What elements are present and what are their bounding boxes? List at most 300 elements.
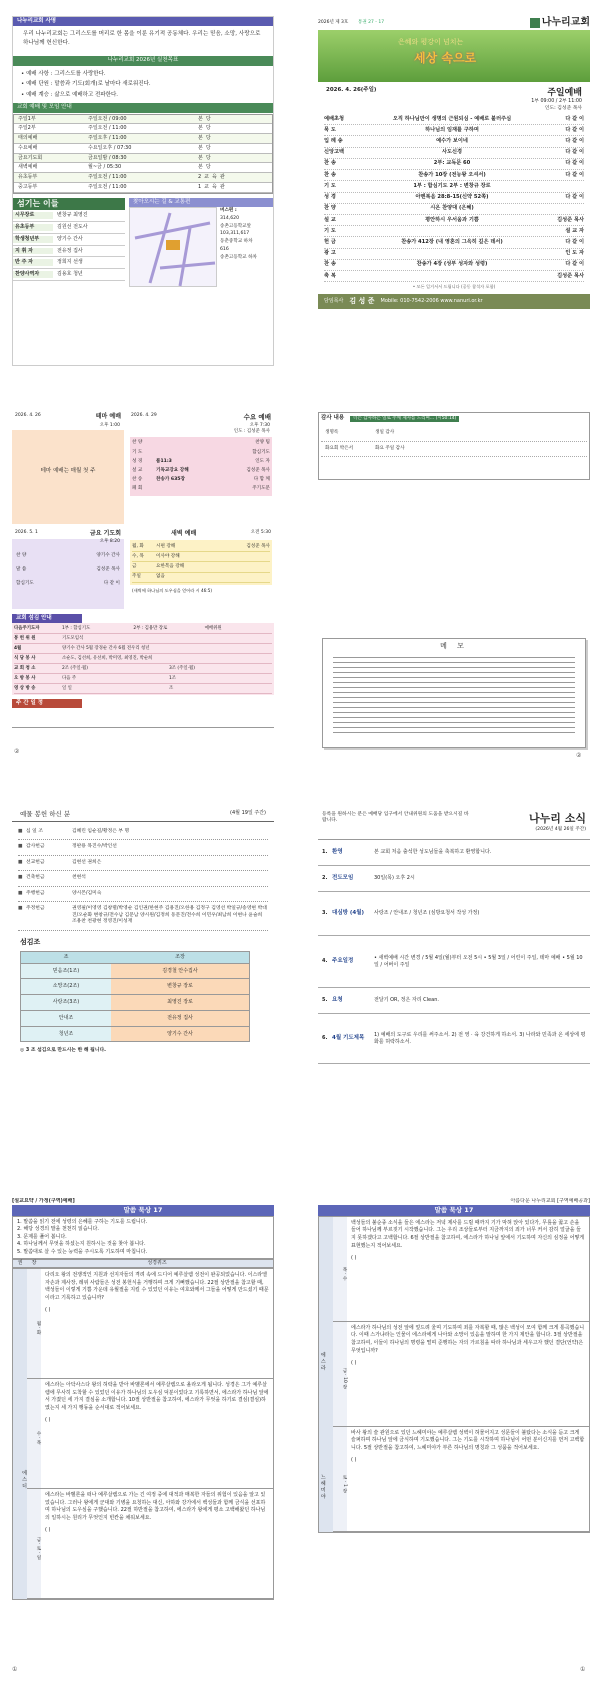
wed-title: 수요 예배 <box>243 413 271 421</box>
order-person <box>536 183 584 190</box>
group-table <box>20 951 250 1043</box>
vision-text: 우리 나누리교회는 그리스도를 머리로 한 몸을 이룬 유기적 공동체다. 우리는 믿음, 소망, 사랑으로 하나님께 헌신한다. <box>23 31 261 47</box>
issue-number: 통권 27 - 17 <box>358 19 385 25</box>
duty-cell: 예배위원 <box>204 625 222 631</box>
step-item: 3. 문제를 풀어 봅니다. <box>17 1233 67 1240</box>
servant-name: 김용호 청년 <box>57 271 83 278</box>
dawn-day: 주일 <box>132 574 141 580</box>
duty-row <box>14 624 272 634</box>
wed-content: 롬11:3 <box>156 458 172 464</box>
order-person: 다 같 이 <box>565 115 584 122</box>
order-row <box>324 148 584 159</box>
group-head-team: 조 <box>63 953 69 960</box>
servant-name: 정희지 선생 <box>57 259 83 266</box>
fri-row <box>16 549 120 563</box>
service-date: 2026. 4. 26(주일) <box>326 87 377 93</box>
page-4 <box>318 412 590 762</box>
book-ezra-right: 에 스 라 <box>319 1352 326 1371</box>
news-body: • 새벽예배 시간 변경 / 5월 4일(월)부터 오전 5시 • 5월 3일 / 어린이 주일, 테마 예배 • 5월 10일 / 어버이 주일 <box>374 954 583 968</box>
duty-cell: 영 상 방 송 <box>14 685 36 691</box>
offering-bullet: ■ <box>18 828 23 834</box>
dawn-time: 오전 5:30 <box>250 530 271 535</box>
quiz-block <box>333 1427 589 1532</box>
duty-cell: 일 일 <box>62 685 72 691</box>
fri-person: 김성준 목사 <box>96 566 120 572</box>
bus-route: 송촌고등학교 하차 <box>220 254 257 260</box>
offering-type: 선교헌금 <box>26 859 45 865</box>
right-title: 말씀 묵상 17 <box>318 1205 590 1216</box>
news-head: 대심방 (4월) <box>332 909 365 916</box>
wed-person: 인도 자 <box>255 458 270 464</box>
fri-date: 2026. 5. 1 <box>15 530 38 535</box>
wed-row <box>132 466 270 475</box>
wed-order <box>130 437 272 496</box>
news-item <box>318 1014 590 1064</box>
duty-row <box>14 684 272 694</box>
answer-blank: ( ) <box>45 1306 51 1313</box>
worship-time: 주일오전 / 11:00 <box>88 125 127 132</box>
service-title: 주일예배 <box>547 88 582 98</box>
fri-row <box>16 563 120 577</box>
thanks-content: 생일 감사 <box>375 430 395 436</box>
news-num: 6. <box>322 1035 328 1042</box>
dawn-person <box>200 554 270 560</box>
pastor-footer <box>318 294 590 309</box>
servants-title: 섬기는 이들 <box>13 198 125 211</box>
offering-names: 정판용 목진수/박인선 <box>72 844 117 850</box>
dawn-day: 금 <box>132 563 137 569</box>
duty-cell: 양기수 간사 5월 장경순 간사 6월 전우리 청년 <box>62 645 150 651</box>
fri-row <box>16 577 120 591</box>
wed-item: 폐 회 <box>132 486 143 492</box>
fri-person: 양기수 간사 <box>96 553 120 559</box>
servant-role: 찬양사역자 <box>13 271 53 278</box>
group-team: 믿음조(1조) <box>21 964 111 979</box>
servant-name: 전유정 집사 <box>57 247 83 254</box>
offering-title: 예물 봉헌 하신 분 <box>20 810 71 818</box>
page-number-2: ② <box>14 748 20 755</box>
quiz-block <box>27 1489 273 1599</box>
duty-row <box>14 674 272 684</box>
group-row <box>20 964 250 980</box>
wed-date: 2026. 4. 29 <box>131 413 157 418</box>
servant-role: 학생청년부 <box>13 236 53 243</box>
group-row <box>20 979 250 995</box>
order-content: 1부 : 합심기도 2부 : 변창규 장로 <box>413 182 491 189</box>
issue-label: 2026년 제 3호 <box>318 19 349 25</box>
offering-list <box>12 822 274 934</box>
offering-type: 십 일 조 <box>26 828 43 834</box>
order-row <box>324 193 584 204</box>
group-leader: 전유정 집사 <box>111 1011 249 1026</box>
goals-list <box>13 66 273 103</box>
page-2 <box>318 16 590 366</box>
group-leader: 변창규 장로 <box>111 979 249 994</box>
quiz-chapter: 월 · 화 <box>27 1269 41 1378</box>
wed-content: 기독교강요 강해 <box>156 467 189 473</box>
memo-title: 메 모 <box>440 642 468 650</box>
news-item <box>318 988 590 1014</box>
church-logo-icon <box>530 18 540 28</box>
offering-bullet: ■ <box>18 844 23 850</box>
wed-item: 성 경 <box>132 458 143 464</box>
order-content: 찬송가 4장 (성부 성자와 성령) <box>416 261 488 268</box>
group-row <box>20 1011 250 1027</box>
group-team: 사랑조(3조) <box>21 995 111 1010</box>
dawn-row <box>132 573 270 583</box>
order-content <box>368 250 536 257</box>
news-head: 환영 <box>332 848 343 855</box>
fri-item: 말 씀 <box>16 566 27 572</box>
wed-row <box>132 448 270 457</box>
group-head-leader: 조장 <box>175 953 185 960</box>
news-body: 전달기 OR, 정은 자리 Clean. <box>374 997 439 1004</box>
step-item: 2. 해당 성경의 말을 천천히 읽습니다. <box>17 1226 99 1233</box>
duty-cell <box>165 656 272 662</box>
wed-content <box>156 486 234 492</box>
order-content: 사도신경 <box>441 149 463 156</box>
fri-title: 금요 기도회 <box>89 530 121 537</box>
wed-person: 다 함 께 <box>253 477 270 483</box>
servant-row <box>13 234 125 246</box>
quiz-body <box>347 1427 589 1531</box>
wed-content <box>156 440 234 446</box>
offering-names: 천현석 <box>72 875 86 881</box>
duty-cell: 1조 <box>169 675 177 681</box>
hero-banner <box>318 30 590 82</box>
schedule-bar: 주 간 일 정 <box>12 699 82 708</box>
answer-blank: ( ) <box>351 1456 357 1463</box>
pastor-name: 김 성 준 <box>349 296 375 305</box>
vision-bar: 나누리교회 사명 <box>13 17 273 26</box>
dawn-person <box>200 574 270 580</box>
order-item: 광 고 <box>324 250 336 257</box>
worship-name: 중고등부 <box>18 183 38 190</box>
servant-name: 변창규 최영진 <box>57 212 88 219</box>
offering-names: 권영필/이영영 김창렬/박영순 김인권/한현주 김용진/오한용 김정구 김영선 박일규/송영현 박대진/오순화 변창규/전수남 김문남 양시원/김정희 동문진/전수희 이민우/최남희 이현나 윤슬희 조용찬 천광현 정영진/이성재 <box>72 906 267 925</box>
order-person: 다 같 이 <box>565 261 584 268</box>
right-quiz <box>333 1217 589 1532</box>
page-8 <box>318 1198 590 1678</box>
news-head: 주요일정 <box>332 957 354 964</box>
duty-cell: 기도모임석 <box>62 635 84 641</box>
col-quiz: 성경퀴즈 <box>147 1260 167 1267</box>
order-item: 찬 송 <box>324 171 336 178</box>
quiz-body <box>41 1379 273 1488</box>
news-week: (2026년 4월 26일 주간) <box>535 826 586 832</box>
group-row <box>20 995 250 1011</box>
order-item: 묵 도 <box>324 126 336 133</box>
dawn-worship-card <box>128 529 274 609</box>
order-item: 기 도 <box>324 227 336 234</box>
fri-item: 합심기도 <box>16 580 34 586</box>
meditation-header: [설교요약 / 가정(구역)예배] <box>12 1198 75 1204</box>
service-times: 1부 09:00 / 2부 11:00 <box>531 99 582 105</box>
worship-time: 수요일오후 / 07:30 <box>88 144 132 151</box>
wed-person: 주기도문 <box>252 486 270 492</box>
group-row <box>20 1027 250 1043</box>
order-content: 평안하시 우서움과 기쁨 <box>425 216 479 223</box>
quiz-body <box>41 1269 273 1378</box>
offering-row <box>18 840 268 855</box>
wed-time: 오후 7:30 <box>249 422 270 428</box>
step-item: 5. 말씀대로 살 수 있는 능력을 주시도록 기도하며 마칩니다. <box>17 1248 148 1255</box>
order-item: 찬 양 <box>324 205 336 212</box>
order-content <box>368 273 536 280</box>
order-item: 찬 송 <box>324 160 336 167</box>
worship-row <box>14 115 272 125</box>
order-row <box>324 136 584 147</box>
offering-names: 김혜린 임순길/황정은 부 명 <box>72 828 130 834</box>
news-num: 4. <box>322 958 328 965</box>
worship-time: 금요일밤 / 08:30 <box>88 154 127 161</box>
order-content: 아멘복음 28:8-15(신약 52쪽) <box>415 194 489 201</box>
dawn-row <box>132 542 270 552</box>
wed-leader: 인도 : 김성준 목사 <box>233 428 270 434</box>
order-person: 설 교 자 <box>565 227 584 234</box>
order-item: 찬 송 <box>324 261 336 268</box>
duty-cell: 3조 (주일·월) <box>169 665 195 671</box>
worship-place: 2교육관 <box>198 174 228 181</box>
quiz-question: 에스라가 하나님의 성전 앞에 엎드려 울며 기도하며 죄를 자복할 때, 많은 백성이 모여 함께 크게 통곡했습니다. 이때 스가냐라는 인물이 에스라에게 나아와 소망이 있음을 말하며 한 가지 제안을 합니다. 3절 상반절을 참고하여, 이들이 하나님의 명령을 떨며 준행하는 자의 가르침을 따라 하나님과 세우고자 했던 결단(언약)은 무엇입니까? <box>351 1324 585 1354</box>
wed-row <box>132 476 270 485</box>
servant-role: 시무장로 <box>13 212 53 219</box>
order-content: 시온 찬양대 (은혜) <box>430 205 474 212</box>
offering-bullet: ■ <box>18 890 23 896</box>
dawn-order <box>130 540 272 585</box>
group-team: 소망조(2조) <box>21 979 111 994</box>
worship-name: 태의예배 <box>18 135 38 142</box>
worship-time: 주일오전 / 11:00 <box>88 183 127 190</box>
worship-name: 유초등부 <box>18 174 38 181</box>
quiz-chapter: 수 · 목 <box>27 1379 41 1488</box>
order-row <box>324 271 584 282</box>
dawn-person <box>200 564 270 570</box>
order-row <box>324 260 584 271</box>
duty-cell <box>165 636 272 642</box>
thanks-row <box>321 442 587 457</box>
dawn-content: 이사야 강해 <box>156 553 180 559</box>
teen-time: 오후 1:00 <box>12 422 124 430</box>
offering-type: 감사헌금 <box>26 844 45 850</box>
servant-row <box>13 210 125 222</box>
group-leader: 최영진 장로 <box>111 995 249 1010</box>
quiz-block <box>333 1322 589 1427</box>
servant-row <box>13 257 125 269</box>
news-item <box>318 866 590 892</box>
offering-row <box>18 856 268 871</box>
order-item: 성 경 <box>324 194 336 201</box>
order-content: 예수가 보이네 <box>436 138 468 145</box>
order-person: 김성준 목사 <box>557 216 584 223</box>
duty-cell: 식 당 봉 사 <box>14 655 36 661</box>
page-6 <box>318 808 590 1158</box>
order-content: 2부: 교독문 60 <box>433 160 471 167</box>
offering-week: (4월 19일 주간) <box>230 810 266 816</box>
group-footer: ◎ 3 조 섬김으로 만드시는 한 해 됩니다. <box>20 1048 106 1054</box>
worship-row <box>14 183 272 193</box>
news-head: 전도모임 <box>332 874 354 881</box>
steps-list <box>12 1216 274 1260</box>
servants-list <box>13 210 125 281</box>
teen-worship-card <box>12 412 124 524</box>
duty-cell: 4월 <box>14 645 22 651</box>
order-person: 다 같 이 <box>565 126 584 133</box>
dawn-row <box>132 562 270 572</box>
worship-name: 새벽예배 <box>18 164 38 171</box>
order-row <box>324 159 584 170</box>
memo-box <box>322 638 586 748</box>
thanks-verse: 너는 감사하는 일로 주께 제사를 드리며... (시50:14) <box>350 416 459 422</box>
worship-name: 수요예배 <box>18 144 38 151</box>
thanks-row <box>321 426 587 441</box>
worship-row <box>14 144 272 154</box>
order-row <box>324 125 584 136</box>
hero-line-1: 은혜와 평강이 넘치는 <box>398 38 464 46</box>
wed-row <box>132 457 270 466</box>
page-number-3: ② <box>576 752 582 759</box>
worship-bar: 교회 예배 및 모임 안내 <box>13 103 273 112</box>
page-5 <box>12 808 274 1158</box>
quiz-question: 백성들의 불순종 소식을 들은 에스라는 저녁 제사를 드릴 때까지 기가 막혀 앉아 있다가, 무릎을 꿇고 손을 들어 하나님께 부르짖기 시작했습니다. 그는 우리 조상들로부터 지금까지의 죄가 너무 커서 감히 얼굴을 들지 못하겠다고 고백합니다. 6절 상반절을 참고하여, 에스라가 하나님 앞에서 기도하며 자신의 심정을 어떻게 표현했는지 적어보세요. <box>351 1219 585 1249</box>
fri-order <box>12 545 124 594</box>
duty-row <box>14 654 272 664</box>
duty-cell: 다음주기도자 <box>14 625 40 631</box>
order-row <box>324 249 584 260</box>
offering-names: 양시몬/김미숙 <box>72 890 102 896</box>
news-item <box>318 892 590 936</box>
order-person: 다 같 이 <box>565 160 584 167</box>
dawn-person: 김성준 목사 <box>246 543 270 549</box>
quiz-body <box>347 1322 589 1426</box>
worship-time: 주일오전 / 11:00 <box>88 174 127 181</box>
news-num: 3. <box>322 910 328 917</box>
goal-item: • 예배 단원 : 말씀과 기도(회개)로 날마다 새로워진다. <box>21 81 151 88</box>
quiz-question: 에스라는 바벨론을 떠나 예루살렘으로 가는 긴 여정 중에 대적과 매복한 자들의 위험이 있음을 알고 있었습니다. 그러나 왕에게 군대와 기병을 요청하는 대신, 아하와 강가에서 백성들과 함께 금식을 선포하며 하나님의 도우심을 구했습니다. 22절 하반절을 참고하여, 에스라가 왕에게 평소 고백해왔던 하나님의 일하시는 원리가 무엇인지 빈칸을 채워보세요. <box>45 1491 266 1522</box>
page-number-1: ① <box>12 1666 18 1673</box>
order-note: • 모든 일거서서 드립니다 (공동 참석자 포함) <box>412 284 496 290</box>
order-person <box>536 205 584 212</box>
wed-row <box>132 485 270 494</box>
fri-prayer-card <box>12 529 124 609</box>
order-content: 찬송가 412장 (내 영혼의 그윽히 깊은 데서) <box>401 238 503 245</box>
goal-item: • 예배 사항 : 그리스도를 사랑한다. <box>21 70 106 77</box>
duty-cell: 오 방 봉 사 <box>14 675 36 681</box>
quiz-body <box>41 1489 273 1598</box>
order-person: 인 도 자 <box>565 250 584 257</box>
order-content: 찬송가 10장 (전능왕 오셔서) <box>418 171 486 178</box>
thanks-name: 생명록 <box>325 430 339 436</box>
worship-time: 월~금 / 05:30 <box>88 164 122 171</box>
thanks-list <box>321 426 587 456</box>
pastor-label: 담임목사 <box>324 298 344 305</box>
worship-row <box>14 134 272 144</box>
offering-type: 주행헌금 <box>26 890 45 896</box>
duty-cell: 다음 주 <box>62 675 77 681</box>
quiz-question: 바사 왕의 술 관원으로 있던 느헤미야는 예루살렘 성벽이 허물어지고 성문들이 불탔다는 소식을 듣고 크게 슬퍼하며 하나님 앞에 금식하며 기도했습니다. 그는 기도를 시작하며 하나님이 어떤 분이신지를 먼저 고백합니다. 5절 상반절을 참고하여, 느헤미야가 부른 하나님의 명칭과 그 성품을 적어보세요. <box>351 1429 585 1452</box>
worship-time: 주일오전 / 09:00 <box>88 115 127 122</box>
group-team: 청년조 <box>21 1027 111 1042</box>
worship-time: 주일오후 / 11:00 <box>88 135 127 142</box>
worship-order <box>318 114 590 282</box>
bus-route: 616 <box>220 246 229 252</box>
answer-blank: ( ) <box>351 1359 357 1366</box>
memo-lines <box>323 651 585 735</box>
left-quiz <box>27 1269 273 1599</box>
order-row <box>324 226 584 237</box>
order-person: 다 같 이 <box>565 149 584 156</box>
wed-item: 찬 송 <box>132 477 143 483</box>
bus-title: 버스편 : <box>220 208 237 213</box>
page-3 <box>12 412 274 762</box>
duty-cell: 2부 : 김용만 장로 <box>133 625 168 631</box>
duty-row <box>14 664 272 674</box>
servant-row <box>13 222 125 234</box>
offering-row <box>18 825 268 840</box>
wed-person: 찬양 팀 <box>255 440 270 446</box>
order-content: 하나님의 임재를 구하며 <box>425 126 479 133</box>
dawn-row <box>132 552 270 562</box>
offering-type: 주정헌금 <box>26 906 45 912</box>
bus-route: 동춘중학교 하차 <box>220 239 253 245</box>
duty-cell: 소순도, 김선희, 유선희, 박미영, 최영진, 박순희 <box>62 655 153 661</box>
order-person: 다 같 이 <box>565 238 584 245</box>
servant-row <box>13 269 125 281</box>
servant-row <box>13 246 125 258</box>
order-row <box>324 114 584 125</box>
servant-role: 반 주 자 <box>13 259 53 266</box>
worship-name: 주일1부 <box>18 115 36 122</box>
wed-person: 김성준 목사 <box>246 467 270 473</box>
step-item: 4. 하나님께서 무엇을 하셨는지 원하시는 것을 찾아 봅니다. <box>17 1241 146 1248</box>
duty-cell: 조 <box>169 685 174 691</box>
col-chapter: 장 <box>31 1260 37 1267</box>
order-row <box>324 237 584 248</box>
thanks-label: 감사 내용 <box>321 415 345 421</box>
duty-row <box>14 644 272 654</box>
bus-route: 송촌고등학교앞 <box>220 223 252 229</box>
news-num: 1. <box>322 849 328 856</box>
order-person: 다 같 이 <box>565 194 584 201</box>
worship-table <box>13 114 273 194</box>
quiz-block <box>27 1379 273 1489</box>
news-list <box>318 839 590 1064</box>
worship-row <box>14 163 272 173</box>
news-intro: 등록을 원하시는 분은 예배당 입구에서 안내위원의 도움을 받으시길 바랍니다. <box>322 812 469 824</box>
order-person: 다 같 이 <box>565 138 584 145</box>
duty-cell: 봉 헌 위 원 <box>14 635 36 641</box>
teen-title: 테마 예배 <box>95 413 121 420</box>
offering-row <box>18 871 268 886</box>
worship-name: 주일2부 <box>18 125 36 132</box>
servant-name: 양기수 간사 <box>57 235 83 242</box>
dawn-day: 월, 화 <box>132 543 144 549</box>
dawn-content: 시편 강해 <box>156 543 176 549</box>
map-roads-icon <box>130 208 218 288</box>
duty-cell <box>165 646 272 652</box>
offering-row <box>18 902 268 930</box>
order-item: 입 례 송 <box>324 138 343 145</box>
offering-names: 김현선 권희은 <box>72 859 102 865</box>
col-book: 권 <box>17 1260 23 1267</box>
wed-item: 설 교 <box>132 467 143 473</box>
fri-item: 찬 양 <box>16 553 27 559</box>
wed-content: 찬송가 635장 <box>156 477 185 483</box>
order-row <box>324 181 584 192</box>
book-ezra: 에 스 더 <box>13 1269 27 1599</box>
order-content <box>368 228 536 235</box>
dawn-content: 없음 <box>156 574 165 580</box>
